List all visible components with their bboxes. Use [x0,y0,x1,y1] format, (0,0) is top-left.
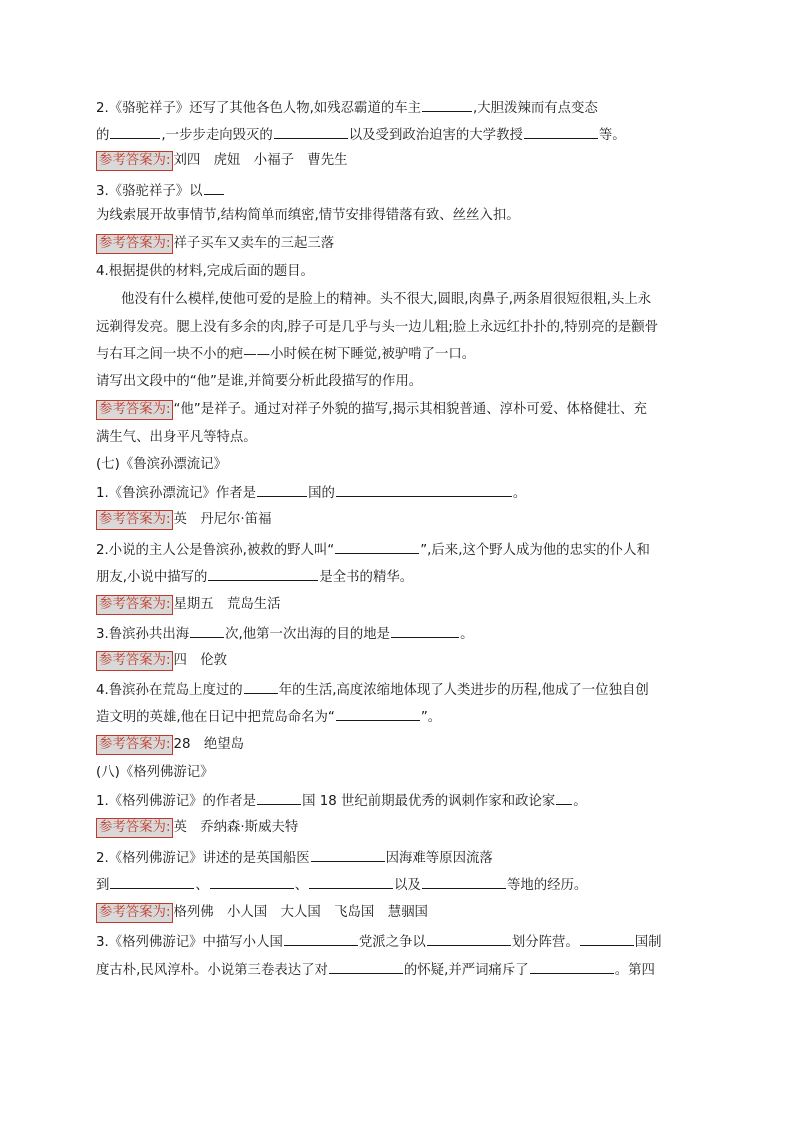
text-line [96,706,696,726]
text-span: 划分阵营。 [511,935,579,950]
fill-blank [257,482,307,497]
text-span: 。 [512,486,527,501]
fill-blank [274,124,348,139]
text-line [96,818,696,838]
answer-label: 参考答案为: [96,510,173,530]
text-span: 等。 [598,128,626,143]
text-line [96,482,696,502]
answer-label: 参考答案为: [96,651,173,671]
text-span: 3.《格列佛游记》中描写小人国 [96,935,283,950]
text-span: 英 丹尼尔·笛福 [173,512,272,527]
text-line [96,539,696,559]
text-line [96,874,696,894]
fill-blank [336,706,420,721]
answer-label: 参考答案为: [96,151,173,171]
text-line [96,345,696,365]
text-line [96,206,696,226]
text-line [96,151,696,171]
fill-blank [422,874,506,889]
text-span: 四 伦敦 [173,653,228,668]
fill-blank [524,124,598,139]
text-line [96,679,696,699]
text-span: 的怀疑,并严词痛斥了 [403,963,529,978]
text-line [96,735,696,755]
fill-blank [556,790,572,805]
text-line [96,318,696,338]
fill-blank [208,566,318,581]
fill-blank [257,790,301,805]
fill-blank [391,623,459,638]
text-line [96,651,696,671]
text-line [96,180,696,200]
text-line [96,931,696,951]
answer-label: 参考答案为: [96,400,173,420]
fill-blank [335,539,419,554]
text-line [96,455,696,475]
text-span: 祥子买车又卖车的三起三落 [173,236,335,251]
text-span: ,大胆泼辣而有点变态 [473,101,598,116]
text-span: 、 [294,878,309,893]
text-span: ”。 [420,710,442,725]
fill-blank [311,847,385,862]
text-span: 1.《格列佛游记》的作者是 [96,794,257,809]
text-span: 是全书的精华。 [319,570,414,585]
text-span: 他没有什么模样,使他可爱的是脸上的精神。头不很大,圆眼,肉鼻子,两条眉很短很粗,头上永 [121,292,652,307]
fill-blank [329,959,403,974]
text-line [96,124,696,144]
text-line [96,428,696,448]
text-span: 1.《鲁滨孙漂流记》作者是 [96,486,257,501]
text-span: 星期五 荒岛生活 [173,597,281,612]
fill-blank [110,874,194,889]
text-span: 满生气、出身平凡等特点。 [96,430,257,445]
text-span: 格列佛 小人国 大人国 飞岛国 慧骃国 [173,905,428,920]
fill-blank [427,931,511,946]
fill-blank [110,124,160,139]
text-span: 国 18 世纪前期最优秀的讽刺作家和政论家 [302,794,556,809]
fill-blank [210,874,294,889]
answer-label: 参考答案为: [96,595,173,615]
text-span: 与右耳之间一块不小的疤——小时候在树下睡觉,被驴啃了一口。 [96,347,476,362]
answer-label: 参考答案为: [96,903,173,923]
text-span: 次,他第一次出海的目的地是 [225,627,391,642]
fill-blank [309,874,393,889]
text-line [96,566,696,586]
fill-blank [244,679,278,694]
text-line [96,903,696,923]
text-span: 。 [460,627,474,642]
text-span: “他”是祥子。通过对祥子外貌的描写,揭示其相貌普通、淳朴可爱、体格健壮、充 [173,402,647,417]
text-line [96,847,696,867]
text-span: 远剃得发亮。腮上没有多余的肉,脖子可是几乎与头一边儿粗;脸上永远红扑扑的,特别亮的是颧骨 [96,320,659,335]
text-span: ,一步步走向毁灭的 [161,128,273,143]
text-line [96,372,696,392]
text-line [96,97,696,117]
text-span: 国制 [634,935,662,950]
text-span: 28 绝望岛 [173,737,245,752]
text-span: 2.《骆驼祥子》还写了其他各色人物,如残忍霸道的车主 [96,101,422,116]
text-span: 3.《骆驼祥子》以 [96,184,203,199]
text-span: 朋友,小说中描写的 [96,570,208,585]
text-line [96,510,696,530]
text-line [96,400,696,420]
text-span: 度古朴,民风淳朴。小说第三卷表达了对 [96,963,328,978]
text-span: 等地的经历。 [506,878,588,893]
text-span: ”,后来,这个野人成为他的忠实的仆人和 [420,543,650,558]
fill-blank [336,482,512,497]
text-span: 因海难等原因流落 [385,851,493,866]
fill-blank [530,959,614,974]
text-span: 请写出文段中的“他”是谁,并简要分析此段描写的作用。 [96,374,423,389]
text-span: 造文明的英雄,他在日记中把荒岛命名为“ [96,710,335,725]
fill-blank [204,180,224,195]
text-span: 到 [96,878,110,893]
text-span: 2.小说的主人公是鲁滨孙,被救的野人叫“ [96,543,335,558]
text-span: 3.鲁滨孙共出海 [96,627,190,642]
answer-label: 参考答案为: [96,818,173,838]
text-line [96,234,696,254]
text-span: (七)《鲁滨孙漂流记》 [96,457,227,472]
text-line [96,959,696,979]
text-span: 以及受到政治迫害的大学教授 [348,128,523,143]
answer-label: 参考答案为: [96,735,173,755]
text-span: 为线索展开故事情节,结构简单而缜密,情节安排得错落有致、丝丝入扣。 [96,208,520,223]
text-span: 年的生活,高度浓缩地体现了人类进步的历程,他成了一位独自创 [278,683,649,698]
text-span: 、 [195,878,209,893]
text-line [121,290,721,310]
text-span: 以及 [394,878,421,893]
text-span: (八)《格列佛游记》 [96,765,214,780]
text-span: 4.根据提供的材料,完成后面的题目。 [96,264,314,279]
text-line [96,262,696,282]
answer-label: 参考答案为: [96,234,173,254]
text-line [96,763,696,783]
text-span: 。 [573,794,587,809]
text-span: 2.《格列佛游记》讲述的是英国船医 [96,851,310,866]
text-line [96,595,696,615]
text-span: 的 [96,128,110,143]
text-span: 刘四 虎妞 小福子 曹先生 [173,153,348,168]
fill-blank [580,931,634,946]
text-line [96,623,696,643]
text-span: 国的 [308,486,335,501]
text-span: 英 乔纳森·斯威夫特 [173,820,299,835]
fill-blank [422,97,472,112]
text-span: 党派之争以 [358,935,426,950]
text-span: 4.鲁滨孙在荒岛上度过的 [96,683,243,698]
text-span: 。第四 [614,963,655,978]
fill-blank [190,623,224,638]
text-line [96,790,696,810]
fill-blank [284,931,358,946]
